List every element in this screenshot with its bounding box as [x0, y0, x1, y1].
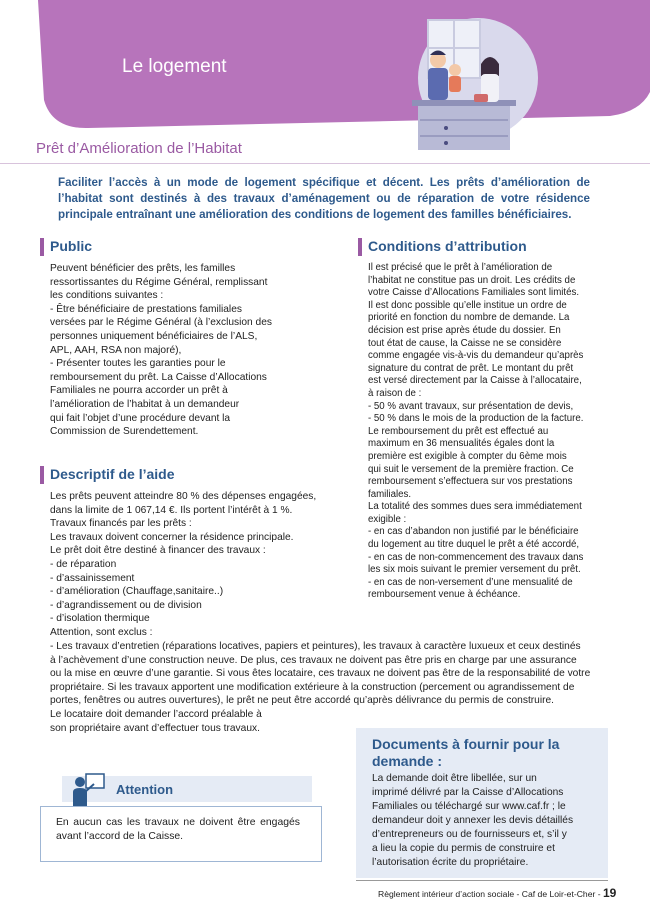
documents-heading: Documents à fournir pour la demande :	[372, 736, 560, 769]
conditions-line: exigible :	[368, 513, 407, 525]
exclusions-line: - Les travaux d’entretien (réparations locatives, papiers et peintures), les travaux à caractère luxueux et ceux destinés	[50, 641, 581, 652]
exclusions-text	[50, 640, 606, 735]
conditions-line: est versé directement par la Caisse à l’allocataire,	[368, 375, 582, 387]
exclusions-line: portes, fenêtres ou autres ouvertures), le prêt ne peut être accordé qu’après délivrance du permis de construire.	[50, 695, 554, 707]
page-subtitle: Prêt d’Amélioration de l’Habitat	[36, 140, 242, 157]
conditions-line: qui suit le versement de la première fraction. Ce	[368, 463, 574, 475]
public-line: ressortissantes du Régime Général, remplissant	[50, 276, 268, 288]
public-text	[50, 262, 340, 439]
descriptif-line: - d’isolation thermique	[50, 613, 150, 625]
conditions-text	[368, 262, 613, 602]
public-line: personnes uniquement bénéficiaires de l’ALS,	[50, 330, 258, 342]
footer-text: Règlement intérieur d’action sociale - Caf de Loir-et-Cher -	[378, 889, 601, 899]
descriptif-text	[50, 490, 350, 640]
conditions-line: du logement au titre duquel le prêt a été accordé,	[368, 539, 580, 551]
section-title: Le logement	[122, 56, 227, 77]
descriptif-line: dans la limite de 1 067,14 €. Ils portent l’intérêt à 1 %.	[50, 504, 293, 516]
page-footer	[378, 886, 616, 900]
documents-line: l’autorisation écrite du propriétaire.	[372, 857, 529, 868]
intro-paragraph: Faciliter l’accès à un mode de logement spécifique et décent. Les prêts d’amélioration de l’habitat sont destinés à des travaux d’aménagement ou de réparation de votre résidence principale entraînant une amélioration des conditions de logement des familles bénéficiaires.	[58, 176, 590, 221]
conditions-line: l’habitat ne constitue pas un droit. Les crédits de	[368, 274, 576, 286]
conditions-line: décision est prise après étude du dossier. En	[368, 324, 561, 336]
public-line: les conditions suivantes :	[50, 290, 164, 302]
documents-line: a lieu la copie du permis de construire et	[372, 843, 555, 854]
public-line: Commission de Surendettement.	[50, 426, 199, 438]
descriptif-line: Les travaux doivent concerner la résidence principale.	[50, 531, 294, 543]
documents-line: d’entrepreneurs ou de fournisseurs et, s’il y	[372, 829, 567, 840]
conditions-heading-bar	[358, 238, 362, 256]
conditions-line: Le remboursement du prêt est effectué au	[368, 425, 549, 437]
exclusions-line: à l’achèvement d’une construction neuve. De plus, ces travaux ne doivent pas être pris en charge par une assurance	[50, 654, 577, 666]
presenter-icon	[70, 770, 106, 808]
descriptif-line: - d’agrandissement ou de division	[50, 599, 202, 611]
conditions-line: signature du contrat de prêt. Le montant du prêt	[368, 362, 574, 374]
subtitle-divider	[0, 163, 650, 164]
conditions-heading: Conditions d’attribution	[368, 238, 527, 254]
conditions-line: priorité en fonction du nombre de demande. La	[368, 312, 570, 324]
descriptif-line: Les prêts peuvent atteindre 80 % des dépenses engagées,	[50, 491, 317, 502]
public-line: Familiales ne pourra accorder un prêt à	[50, 385, 228, 397]
descriptif-line: - d’amélioration (Chauffage,sanitaire..)	[50, 586, 224, 598]
conditions-line: remboursement venue à échéance.	[368, 589, 521, 601]
page-number: 19	[602, 886, 617, 900]
attention-heading: Attention	[116, 782, 174, 797]
public-line: qui fait l’objet d’une procédure devant la	[50, 412, 231, 424]
public-line: Peuvent bénéficier des prêts, les familles	[50, 263, 236, 274]
documents-line: La demande doit être libellée, sur un	[372, 773, 537, 784]
conditions-line: Il est précisé que le prêt à l’amélioration de	[368, 262, 553, 273]
conditions-line: - en cas d’abandon non justifié par le bénéficiaire	[368, 526, 579, 538]
conditions-line: - en cas de non-commencement des travaux dans	[368, 551, 584, 563]
descriptif-heading-bar	[40, 466, 44, 484]
exclusions-line: son propriétaire avant d’effectuer tous travaux.	[50, 722, 260, 734]
conditions-line: comme engagée vis-à-vis du demandeur qu’après	[368, 350, 584, 362]
conditions-line: La totalité des sommes dues sera immédiatement	[368, 501, 582, 513]
conditions-line: tout état de cause, la Caisse ne se considère	[368, 337, 562, 349]
conditions-line: Il est donc possible qu’elle institue un ordre de	[368, 299, 567, 311]
documents-line: imprimé délivré par la Caisse d’Allocations	[372, 787, 564, 798]
conditions-line: - en cas de non-versement d’une mensualité de	[368, 576, 573, 588]
public-line: l’amélioration de l’habitat à un demandeur	[50, 398, 240, 410]
conditions-line: remboursement s’effectuera sur vos prestations	[368, 476, 573, 488]
public-line: APL, AAH, RSA non majoré),	[50, 344, 182, 356]
descriptif-line: - d’assainissement	[50, 572, 135, 584]
header-banner	[0, 0, 650, 150]
footer-divider	[356, 880, 608, 881]
conditions-line: familiales.	[368, 488, 412, 500]
descriptif-line: Travaux financés par les prêts :	[50, 518, 192, 530]
documents-text	[372, 772, 600, 870]
descriptif-line: Le prêt doit être destiné à financer des travaux :	[50, 545, 266, 557]
public-line: versées par le Régime Général (à l’exclusion des	[50, 317, 272, 329]
conditions-line: les six mois suivant le premier versement du prêt.	[368, 564, 581, 576]
public-line: - Présenter toutes les garanties pour le	[50, 358, 226, 370]
exclusions-line: propriétaire. Si les travaux apportent une modification extérieure à la construction (percement ou agrandissement de	[50, 681, 575, 693]
descriptif-line: - de réparation	[50, 558, 117, 570]
documents-line: Familiales ou téléchargé sur www.caf.fr ; le	[372, 801, 566, 812]
conditions-line: maximum en 36 mensualités égales dont la	[368, 438, 555, 450]
family-kitchen-illustration	[412, 18, 538, 150]
public-heading: Public	[50, 238, 93, 254]
conditions-line: à raison de :	[368, 387, 422, 399]
conditions-line: première est exigible à compter du 6ème mois	[368, 450, 567, 462]
descriptif-line: Attention, sont exclus :	[50, 626, 153, 638]
public-line: - Être bénéficiaire de prestations familiales	[50, 303, 242, 315]
exclusions-line: Le locataire doit demander l’accord préalable à	[50, 708, 262, 720]
conditions-line: - 50 % avant travaux, sur présentation de devis,	[368, 400, 574, 412]
descriptif-heading: Descriptif de l’aide	[50, 466, 175, 482]
public-heading-bar	[40, 238, 44, 256]
documents-line: demandeur doit y annexer les devis détaillés	[372, 815, 574, 826]
exclusions-line: ou la mise en œuvre d’une garantie. Si vous êtes locataire, ces travaux ne doivent pas être de la responsabilité de votre	[50, 668, 591, 680]
conditions-line: - 50 % dans le mois de la production de la facture.	[368, 413, 584, 425]
public-line: remboursement du prêt. La Caisse d’Allocations	[50, 371, 267, 383]
attention-text: En aucun cas les travaux ne doivent être engagés avant l’accord de la Caisse.	[56, 817, 300, 842]
conditions-line: votre Caisse d’Allocations Familiales sont limités.	[368, 287, 580, 299]
